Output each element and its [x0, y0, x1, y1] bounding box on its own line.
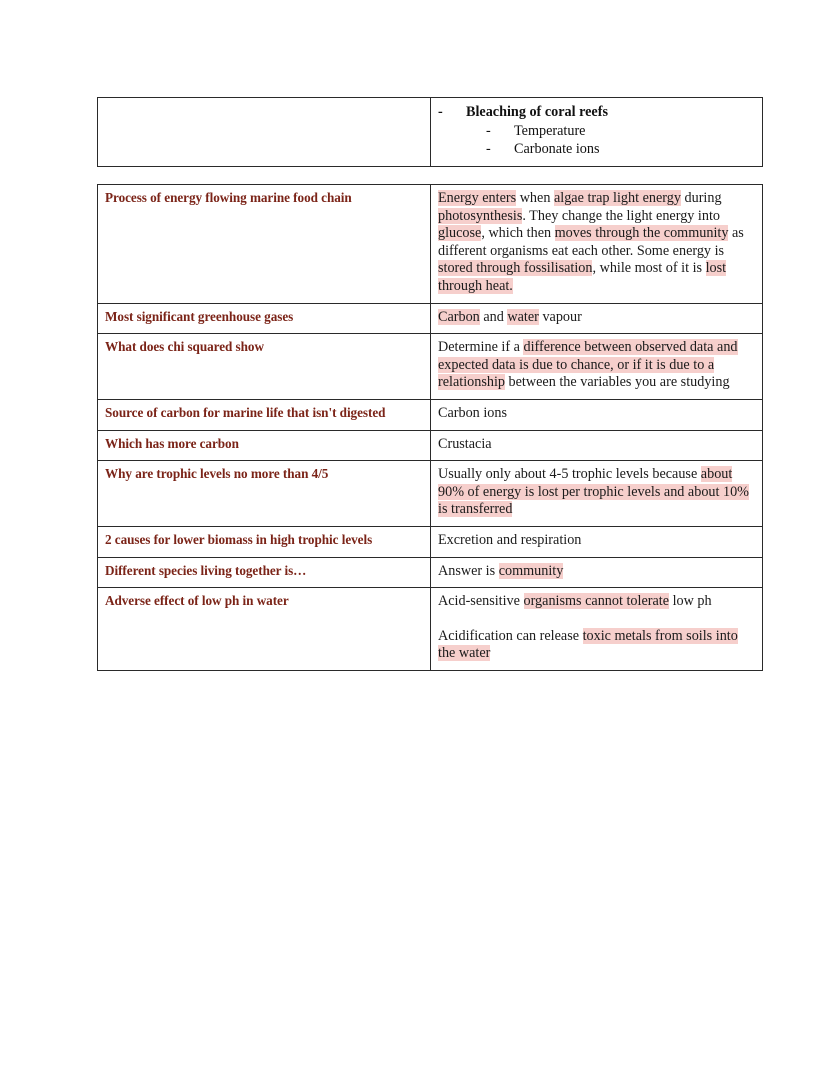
answer-text: [438, 466, 755, 519]
question-cell: [98, 334, 431, 400]
plain-text: low ph: [669, 593, 712, 610]
answer-paragraph: [438, 628, 755, 663]
table-body: [98, 185, 763, 671]
highlighted-text: difference between observed data and expected data is due to chance, or if it is due to a relationship: [438, 339, 738, 391]
question-text: Source of carbon for marine life that isn't digested: [105, 404, 386, 420]
answer-paragraph: [438, 466, 755, 519]
highlighted-text: stored through fossilisation: [438, 260, 593, 277]
highlighted-text: Energy enters: [438, 190, 517, 206]
plain-text: Determine if a: [438, 339, 524, 356]
plain-text: , which then: [481, 225, 555, 242]
bullet-list: [438, 103, 755, 159]
bullet-item-main: [438, 103, 755, 122]
bullet-item-sub: [438, 140, 755, 159]
table-coral-bleaching: [97, 97, 763, 167]
highlighted-text: community: [498, 562, 564, 579]
answer-cell-bullets: [431, 98, 763, 167]
question-cell: [98, 526, 431, 557]
table-row: [98, 588, 763, 671]
answer-paragraph: [438, 563, 755, 581]
bullet-label-main: Bleaching of coral reefs: [466, 104, 608, 120]
plain-text: Carbon ions: [438, 404, 507, 421]
table-row: [98, 430, 763, 461]
highlighted-text: lost through heat.: [438, 260, 727, 294]
question-text: Which has more carbon: [105, 435, 239, 451]
bullet-label-sub: Temperature: [514, 122, 586, 139]
answer-cell: [431, 461, 763, 527]
answer-cell: [431, 399, 763, 430]
question-cell: [98, 588, 431, 671]
bullet-item-sub: [438, 122, 755, 141]
plain-text: Usually only about 4-5 trophic levels because: [438, 466, 701, 483]
highlighted-text: organisms cannot tolerate: [523, 593, 670, 610]
highlighted-text: glucose: [438, 225, 482, 242]
table-row: [98, 185, 763, 304]
highlighted-text: moves through the community: [554, 225, 729, 242]
answer-paragraph: [438, 309, 755, 327]
answer-cell: [431, 303, 763, 334]
table-row: [98, 303, 763, 334]
question-text: Why are trophic levels no more than 4/5: [105, 466, 329, 482]
answer-text: [438, 563, 755, 581]
table-question-answer: [97, 184, 763, 671]
plain-text: during: [680, 190, 722, 206]
answer-text: [438, 405, 755, 423]
question-text: 2 causes for lower biomass in high trophic levels: [105, 531, 373, 547]
answer-paragraph: [438, 436, 755, 454]
question-cell: [98, 461, 431, 527]
question-text: What does chi squared show: [105, 339, 264, 355]
answer-cell: [431, 526, 763, 557]
answer-paragraph: [438, 339, 755, 392]
answer-cell: [431, 430, 763, 461]
answer-text: [438, 593, 755, 663]
plain-text: and: [479, 308, 508, 325]
highlighted-text: photosynthesis: [438, 207, 523, 224]
answer-text: [438, 532, 755, 550]
highlighted-text: water: [507, 308, 539, 325]
table-row: [98, 526, 763, 557]
plain-text: Answer is: [438, 562, 499, 579]
answer-paragraph: [438, 532, 755, 550]
bullet-label-sub: Carbonate ions: [514, 141, 600, 157]
plain-text: when: [516, 190, 554, 206]
highlighted-text: toxic metals from soils into the water: [438, 627, 738, 662]
question-text: Process of energy flowing marine food chain: [105, 190, 352, 205]
highlighted-text: Carbon: [438, 308, 480, 325]
answer-text: [438, 190, 755, 296]
table-row: [98, 461, 763, 527]
plain-text: Acid-sensitive: [438, 593, 524, 610]
answer-text: [438, 436, 755, 454]
dash-bullet-icon: -: [486, 122, 491, 139]
question-cell: [98, 430, 431, 461]
answer-paragraph: [438, 190, 755, 296]
answer-paragraph: [438, 405, 755, 423]
plain-text: between the variables you are studying: [504, 374, 730, 391]
table-row: [98, 98, 763, 167]
plain-text: as different organisms eat each other. Some energy is: [438, 225, 744, 259]
plain-text: Acidification can release: [438, 627, 583, 644]
question-text: Different species living together is…: [105, 562, 307, 578]
answer-cell: [431, 185, 763, 304]
table-row: [98, 399, 763, 430]
dash-bullet-icon: -: [438, 104, 443, 120]
table-row: [98, 557, 763, 588]
plain-text: , while most of it is: [592, 260, 706, 277]
question-cell: [98, 185, 431, 304]
plain-text: Excretion and respiration: [438, 531, 582, 548]
dash-bullet-icon: -: [486, 141, 491, 157]
question-cell: [98, 399, 431, 430]
highlighted-text: algae trap light energy: [553, 190, 681, 206]
answer-cell: [431, 557, 763, 588]
question-cell: [98, 557, 431, 588]
highlighted-text: about 90% of energy is lost per trophic levels and about 10% is transferred: [438, 466, 750, 518]
answer-cell: [431, 334, 763, 400]
question-cell-empty: [98, 98, 431, 167]
table-row: [98, 334, 763, 400]
answer-text: [438, 339, 755, 392]
question-text: Adverse effect of low ph in water: [105, 593, 289, 609]
question-text: [105, 103, 423, 149]
question-text: Most significant greenhouse gases: [105, 308, 294, 324]
answer-paragraph: [438, 593, 755, 611]
plain-text: vapour: [538, 308, 582, 325]
plain-text: . They change the light energy into: [522, 207, 720, 224]
answer-cell: [431, 588, 763, 671]
plain-text: Crustacia: [438, 435, 492, 452]
answer-text: [438, 309, 755, 327]
question-cell: [98, 303, 431, 334]
